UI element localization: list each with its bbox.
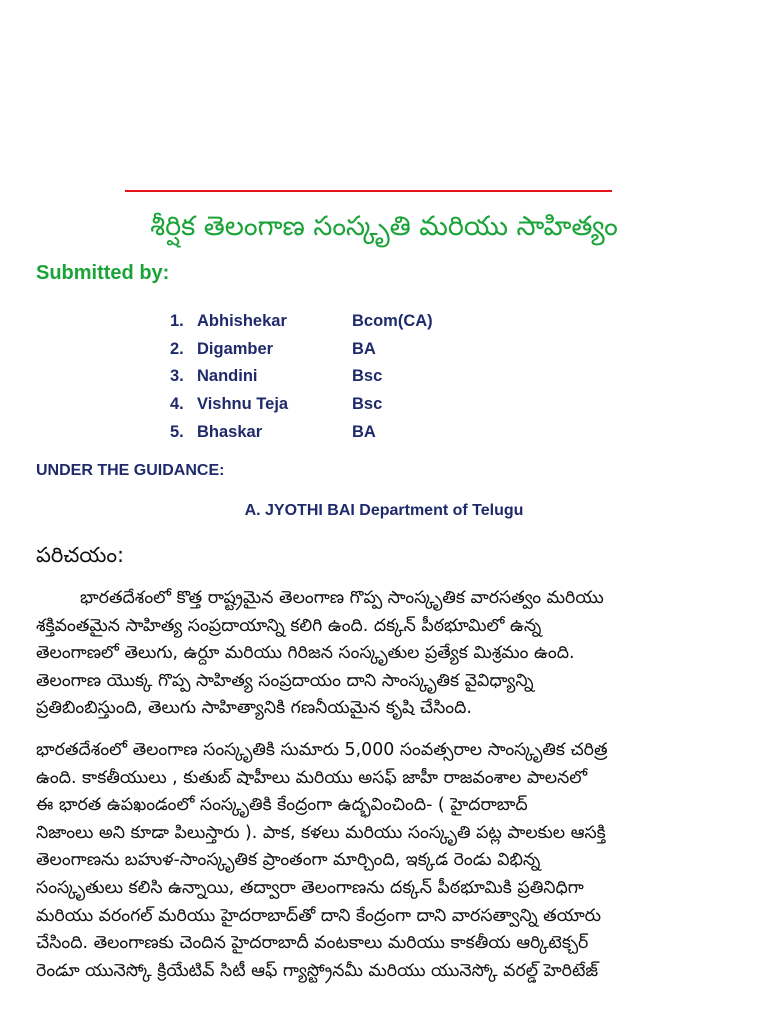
paragraph-line: రెండూ యునెస్కో క్రియేటివ్ సిటీ ఆఫ్ గ్యాస్ట్రోనమీ మరియు యునెస్కో వరల్డ్ హెరిటేజ్ — [36, 960, 599, 981]
paragraph-line: ఉంది. కాకతీయులు , కుతుబ్ షాహీలు మరియు అసఫ్ జాహీ రాజవంశాల పాలనలో — [36, 767, 588, 788]
paragraph-line: తెలంగాణను బహుళ-సాంస్కృతిక ప్రాంతంగా మార్చింది, ఇక్కడ రెండు విభిన్న — [36, 850, 541, 871]
introduction-paragraph-1 — [36, 585, 736, 723]
student-item — [170, 336, 433, 364]
introduction-paragraph-2 — [36, 737, 736, 985]
student-name: Digamber — [197, 339, 274, 358]
paragraph-line: శక్తివంతమైన సాహిత్య సంప్రదాయాన్ని కలిగి ఉంది. దక్కన్ పీఠభూమిలో ఉన్న — [36, 615, 542, 636]
student-name: Nandini — [197, 367, 258, 386]
student-course: Bsc — [352, 367, 383, 386]
title-divider-line — [125, 190, 612, 192]
student-number: 4. — [170, 395, 184, 414]
student-name: Abhishekar — [197, 312, 287, 330]
student-item — [170, 363, 433, 391]
student-number: 3. — [170, 367, 184, 386]
paragraph-line: ఈ భారత ఉపఖండంలో సంస్కృతికి కేంద్రంగా ఉద్భవించింది- ( హైదరాబాద్ — [36, 795, 528, 816]
paragraph-line: మరియు వరంగల్ మరియు హైదరాబాద్‌తో దాని కేంద్రంగా దాని వారసత్వాన్ని తయారు — [36, 905, 601, 926]
paragraph-line: నిజాంలు అని కూడా పిలుస్తారు ). పాక, కళలు మరియు సంస్కృతి పట్ల పాలకుల ఆసక్తి — [36, 822, 606, 843]
student-list — [170, 308, 433, 446]
paragraph-line: చేసింది. తెలంగాణకు చెందిన హైదరాబాదీ వంటకాలు మరియు కాకతీయ ఆర్కిటెక్చర్ — [36, 933, 589, 954]
student-course: BA — [352, 339, 376, 358]
student-course: Bcom(CA) — [352, 312, 433, 330]
submitted-by-label: Submitted by: — [36, 262, 170, 284]
student-name: Vishnu Teja — [197, 395, 289, 414]
student-course: BA — [352, 422, 376, 441]
guide-name: A. JYOTHI BAI Department of Telugu — [244, 502, 524, 519]
paragraph-line: తెలంగాణ యొక్క గొప్ప సాహిత్య సంప్రదాయం దాని సాంస్కృతిక వైవిధ్యాన్ని — [36, 670, 534, 691]
student-item — [170, 391, 433, 419]
paragraph-line: ప్రతిబింబిస్తుంది, తెలుగు సాహిత్యానికి గణనీయమైన కృషి చేసింది. — [36, 698, 472, 719]
student-number: 1. — [170, 312, 184, 330]
guidance-label: UNDER THE GUIDANCE: — [36, 462, 225, 479]
student-name: Bhaskar — [197, 422, 263, 441]
student-course: Bsc — [352, 395, 383, 414]
paragraph-line: తెలంగాణలో తెలుగు, ఉర్దూ మరియు గిరిజన సంస్కృతుల ప్రత్యేక మిశ్రమం ఉంది. — [36, 643, 575, 664]
introduction-heading: పరిచయం: — [36, 543, 125, 567]
paragraph-line: సంస్కృతులు కలిసి ఉన్నాయి, తద్వారా తెలంగాణను దక్కన్ పీఠభూమికి ప్రతినిధిగా — [36, 877, 584, 898]
student-number: 2. — [170, 339, 184, 358]
student-item — [170, 308, 433, 336]
document-title: శీర్షిక తెలంగాణ సంస్కృతి మరియు సాహిత్యం — [150, 211, 618, 242]
paragraph-line: భారతదేశంలో తెలంగాణ సంస్కృతికి సుమారు 5,000 సంవత్సరాల సాంస్కృతిక చరిత్ర — [36, 740, 608, 760]
student-item — [170, 419, 433, 447]
student-number: 5. — [170, 422, 184, 441]
paragraph-line: భారతదేశంలో కొత్త రాష్ట్రమైన తెలంగాణ గొప్ప సాంస్కృతిక వారసత్వం మరియు — [80, 588, 604, 608]
